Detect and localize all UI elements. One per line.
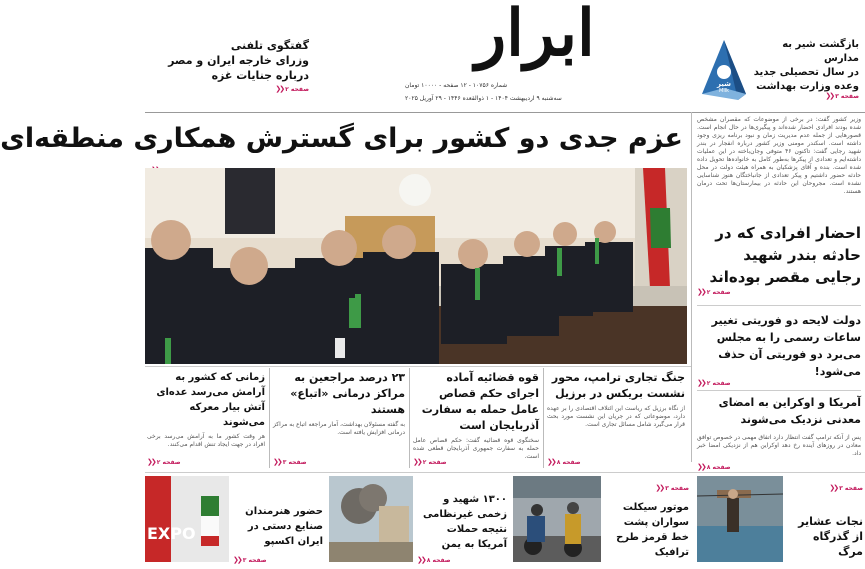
column-divider [691,112,692,462]
ad-sub: Milk [719,88,729,94]
chevron-icon: ❯❯ [829,484,838,492]
mid-story-title: قوه قضائیه آماده اجرای حکم قصاص عامل حمله به سفارت آذربایجان است [421,371,539,432]
newspaper-logo: ابرار [475,0,595,71]
top-left-teaser[interactable] [149,38,309,98]
mid-story-3[interactable] [273,370,405,466]
bottom-story-title: ۱۳۰۰ شهید و زخمی غیرنظامی نتیجه حملات آمریکا به یمن [423,494,507,550]
page-ref: صفحه ۲ ❮❮ [413,458,447,466]
river-crossing-photo-icon [697,476,783,562]
chevron-icon: ❮❮ [275,85,284,93]
chevron-icon: ❮❮ [233,556,241,564]
page-ref: صفحه ۲ ❮❮ [275,85,309,93]
bottom-story-title: نجات عشایر از گذرگاه مرگ [798,515,863,558]
divider [145,366,691,367]
mid-story-title: ۲۳ درصد مراجعین به مراکز درمانی «اتباع» هستند [290,371,405,416]
mid-story-body: سخنگوی قوه قضائیه گفت: حکم قصاص عامل حمله به سفارت جمهوری آذربایجان قطعی شده است. [413,437,539,460]
right-story-1-page: ❯❯ صفحه ۲ [697,288,731,296]
mid-story-body: هر وقت کشور ما به آرامش می‌رسد برخی افراد در جهت ایجاد تنش اقدام می‌کنند. [147,433,265,448]
milk-carton-icon [698,36,750,106]
page-ref: ❯❯ صفحه ۳ [655,484,689,492]
bottom-story-2[interactable] [513,476,691,564]
date-line: سه‌شنبه ۹ اردیبهشت ۱۴۰۴ - ۱ ذوالقعده ۱۴۴۶ - ۲۹ آوریل ۲۰۲۵ [405,95,562,102]
page-ref: صفحه ۸ ❮❮ [417,556,451,564]
masthead [315,0,695,112]
divider [145,112,865,113]
teaser-line-2: وزرای خارجه ایران و مصر [168,54,309,67]
bottom-story-title: حضور هنرمندان صنایع دستی در ایران اکسپو [245,506,323,547]
chevron-icon: ❯❯ [697,379,705,387]
expo-poster-icon [145,476,229,562]
explosion-photo-icon [329,476,413,562]
bottom-story-3[interactable] [329,476,509,564]
chevron-icon: ❯❯ [655,484,664,492]
chevron-icon: ❮❮ [417,556,425,564]
right-story-3-body: پس از آنکه ترامپ گفت انتظار دارد اتفاق مهمی در خصوص توافق معادن در روزهای آینده رخ دهد اوکراین هم از نزدیکی امضا خبر داد. [697,434,861,457]
page-ref: صفحه ۳ ❮❮ [273,458,307,466]
issue-line: شماره ۱۰۷۵۶ - ۱۲ صفحه - ۱۰۰۰۰ تومان [405,82,508,89]
meeting-photo-icon [145,168,687,364]
ad-brand: شیر [716,80,732,88]
column-divider [543,368,544,468]
bottom-story-title: موتور سیکلت سواران پشت خط قرمز طرح ترافیک [616,502,689,558]
teaser-line-3: درباره جنایات غزه [211,69,309,82]
page-ref: صفحه ۲ ❮❮ [147,458,181,466]
chevron-icon: ❮❮ [413,458,421,466]
right-story-2-page: ❯❯ صفحه ۲ [697,379,731,387]
bottom-story-1[interactable] [697,476,863,564]
top-right-teaser[interactable] [698,30,861,110]
lead-headline[interactable]: عزم جدی دو کشور برای گسترش همکاری منطقه‌ای [0,123,683,154]
nomads-photo [697,476,783,562]
teaser-line-3: وعده وزارت بهداشت [756,81,859,92]
traffic-photo-icon [513,476,601,562]
column-divider [269,368,270,468]
mid-story-body: به گفته مسئولان بهداشت، آمار مراجعه اتباع به مراکز درمانی افزایش یافته است. [273,421,405,436]
mid-story-title: زمانی که کشور به آرامش می‌رسد عده‌ای آتش بیار معرکه می‌شوند [156,372,265,428]
divider [697,305,861,306]
page-ref: صفحه ۸ ❮❮ [547,458,581,466]
mid-story-body: از نگاه برزیل که ریاست این ائتلاف اقتصادی را بر عهده دارد، موضوعاتی که در جریان این نشست مورد بحث قرار می‌گیرد شامل مسائل تجاری است. [547,405,685,428]
divider [145,472,865,473]
chevron-icon: ❯❯ [697,463,705,471]
chevron-icon: ❯❯ [697,288,705,296]
yemen-photo [329,476,413,562]
teaser-line-1: گفتگوی تلفنی [230,39,309,52]
divider [697,390,861,391]
mid-story-4[interactable] [147,370,265,466]
motorcycle-photo [513,476,601,562]
page-ref: ❯❯ صفحه ۳ [829,484,863,492]
lead-photo [145,168,687,364]
expo-photo [145,476,229,562]
right-story-2-title[interactable]: دولت لایحه دو فوریتی تغییر ساعات رسمی را به مجلس می‌برد دو فوریتی آن حذف می‌شود! [711,314,861,378]
bottom-story-4[interactable] [145,476,325,564]
chevron-icon: ❯❯ [825,92,834,100]
right-story-3-title[interactable]: آمریکا و اوکراین به امضای معدنی نزدیک می‌شوند [718,396,861,426]
mid-story-1[interactable] [547,370,685,466]
right-story-3-page: ❯❯ صفحه ۸ [697,463,731,471]
mid-story-2[interactable] [413,370,539,466]
column-divider [409,368,410,468]
chevron-icon: ❮❮ [147,458,155,466]
chevron-icon: ❮❮ [273,458,281,466]
right-intro-text: وزیر کشور گفت: در برخی از موضوعات که مقصران مشخص شده بودند افرادی احضار شده‌اند و پیگیری‌ها در حال انجام است. قصورهایی از جمله عدم مدیریت زمان و نبود برنامه ریزی وجود داشته است. اسکندر مومنی وزیر کشور درباره انفجار در بندر شهید رجایی گفت: تاکنون ۴۶ متوفی وجان‌باخته در این عملیات داشته‌ایم و تعدادی از پیکرها به‌طور کامل به خانواده‌ها تحویل داده شده است. بنده و آقای پزشکیان به همراه هیئت دولت در محل حادثه حضور داشتیم و پیکر تعدادی از جانباختگان هنوز شناسایی نشده است. مجروحان این حادثه در بیمارستان‌ها تحت درمان هستند. [697,116,861,195]
mid-story-title: جنگ تجاری ترامپ، محور نشست بریکس در برزیل [551,371,685,400]
page-ref: صفحه ۳ ❮❮ [233,556,267,564]
teaser-line-1: بازگشت شیر به مدارس [782,39,859,64]
page-ref: ❯❯ صفحه ۳ [825,92,859,100]
right-story-1-title[interactable]: احضار افرادی که در حادثه بندر شهید رجایی مقصر بوده‌اند [709,224,861,286]
chevron-icon: ❮❮ [547,458,555,466]
milk-carton-ad [698,36,750,106]
expo-text: EXPO [147,524,196,543]
teaser-line-2: در سال تحصیلی جدید [753,67,859,78]
